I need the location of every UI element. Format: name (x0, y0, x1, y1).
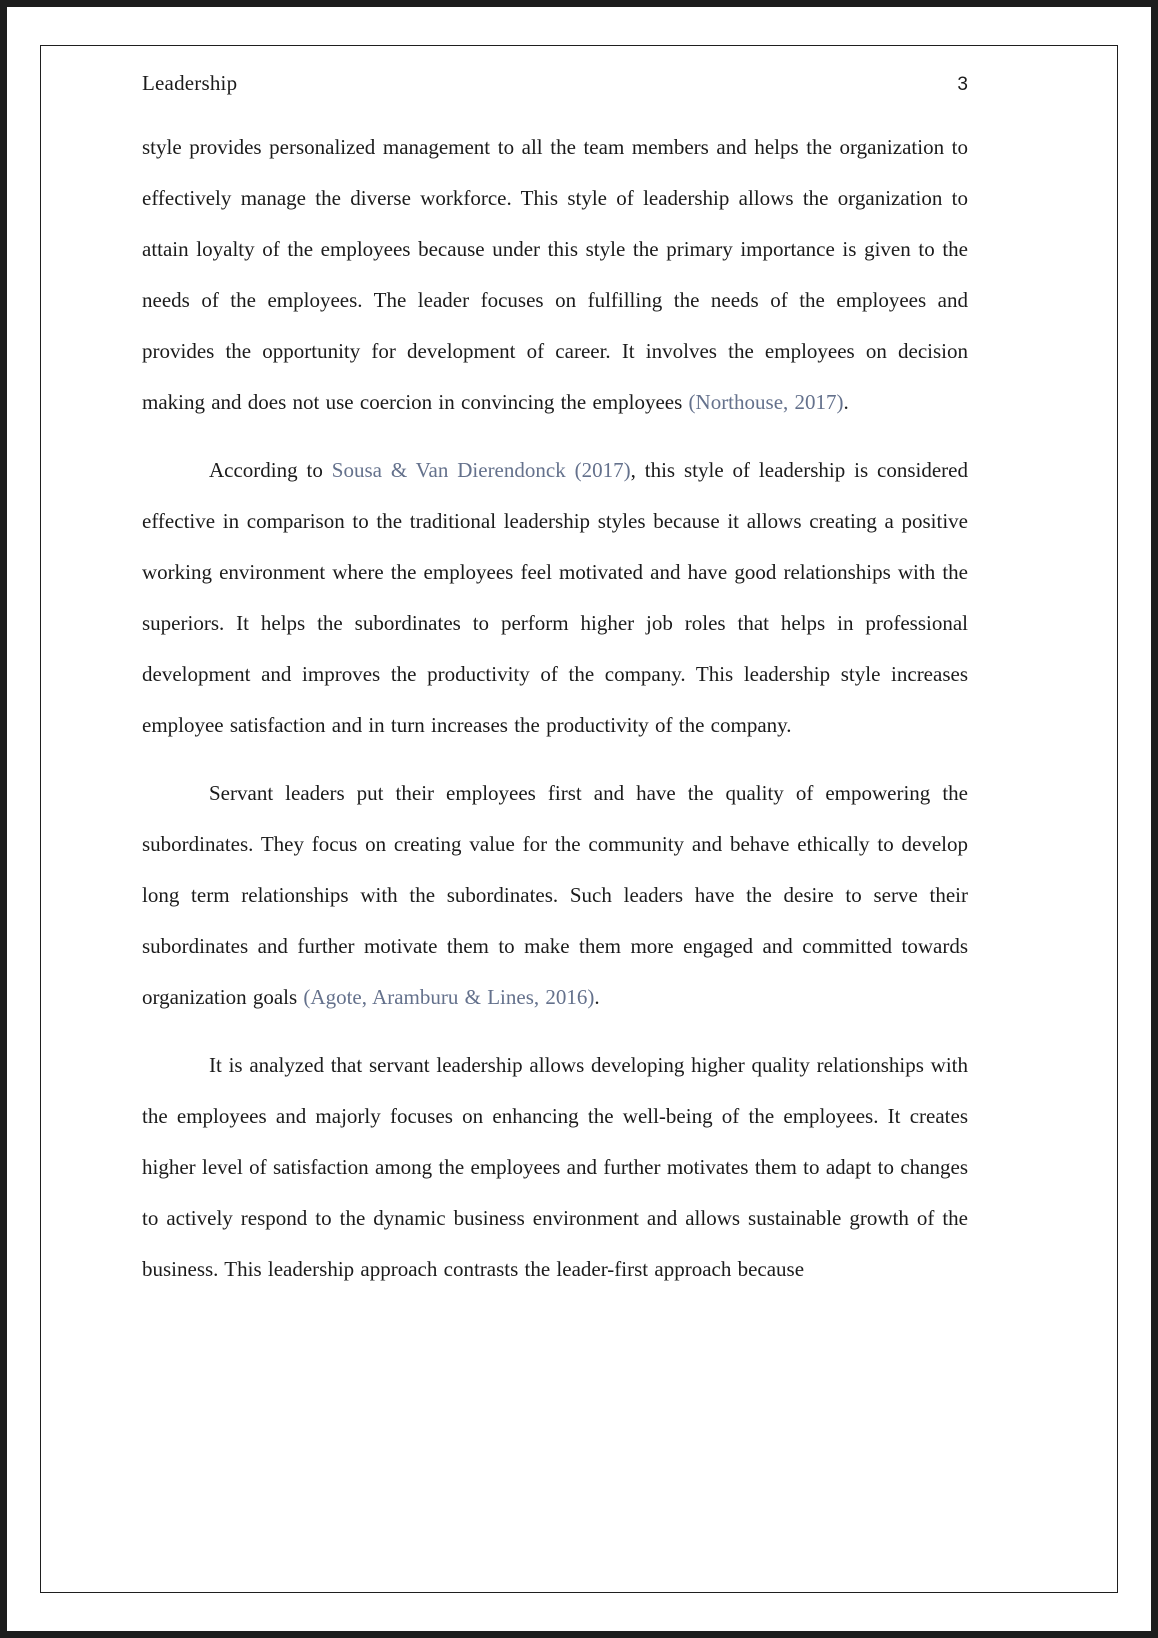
text-run: . (594, 985, 600, 1009)
document-body (142, 122, 968, 1295)
text-run: It is analyzed that servant leadership allows developing higher quality relationships with the employees and majorly focuses on enhancing the well-being of the employees. It creates higher level of satisfaction among the employees and further motivates them to adapt to changes to actively respond to the dynamic business environment and allows sustainable growth of the business. This leadership approach contrasts the leader-first approach because (142, 1053, 968, 1281)
paragraph (142, 122, 968, 428)
citation-text: Sousa & Van Dierendonck (2017) (331, 458, 631, 482)
citation-text: (Agote, Aramburu & Lines, 2016) (303, 985, 595, 1009)
paragraph (142, 768, 968, 1023)
page-content (142, 71, 968, 1312)
page-number: 3 (957, 74, 968, 95)
text-run: Servant leaders put their employees first and have the quality of empowering the subordinates. They focus on creating value for the community and behave ethically to develop long term relationships with the subordinates. Such leaders have the desire to serve their subordinates and further motivate them to make them more engaged and committed towards organization goals (142, 781, 968, 1009)
text-run: style provides personalized management to all the team members and helps the organization to effectively manage the diverse workforce. This style of leadership allows the organization to attain loyalty of the employees because under this style the primary importance is given to the needs of the employees. The leader focuses on fulfilling the needs of the employees and provides the opportunity for development of career. It involves the employees on decision making and does not use coercion in convincing the employees (142, 135, 968, 414)
paragraph (142, 1040, 968, 1295)
text-run: . (843, 390, 849, 414)
citation-text: (Northouse, 2017) (688, 390, 844, 414)
text-run: , this style of leadership is considered effective in comparison to the traditional leadership styles because it allows creating a positive working environment where the employees feel motivated and have good relationships with the superiors. It helps the subordinates to perform higher job roles that helps in professional development and improves the productivity of the company. This leadership style increases employee satisfaction and in turn increases the productivity of the company. (142, 458, 968, 737)
running-head-title: Leadership (142, 71, 238, 95)
text-run: According to (209, 458, 332, 482)
page-header (142, 71, 968, 96)
paragraph (142, 445, 968, 751)
